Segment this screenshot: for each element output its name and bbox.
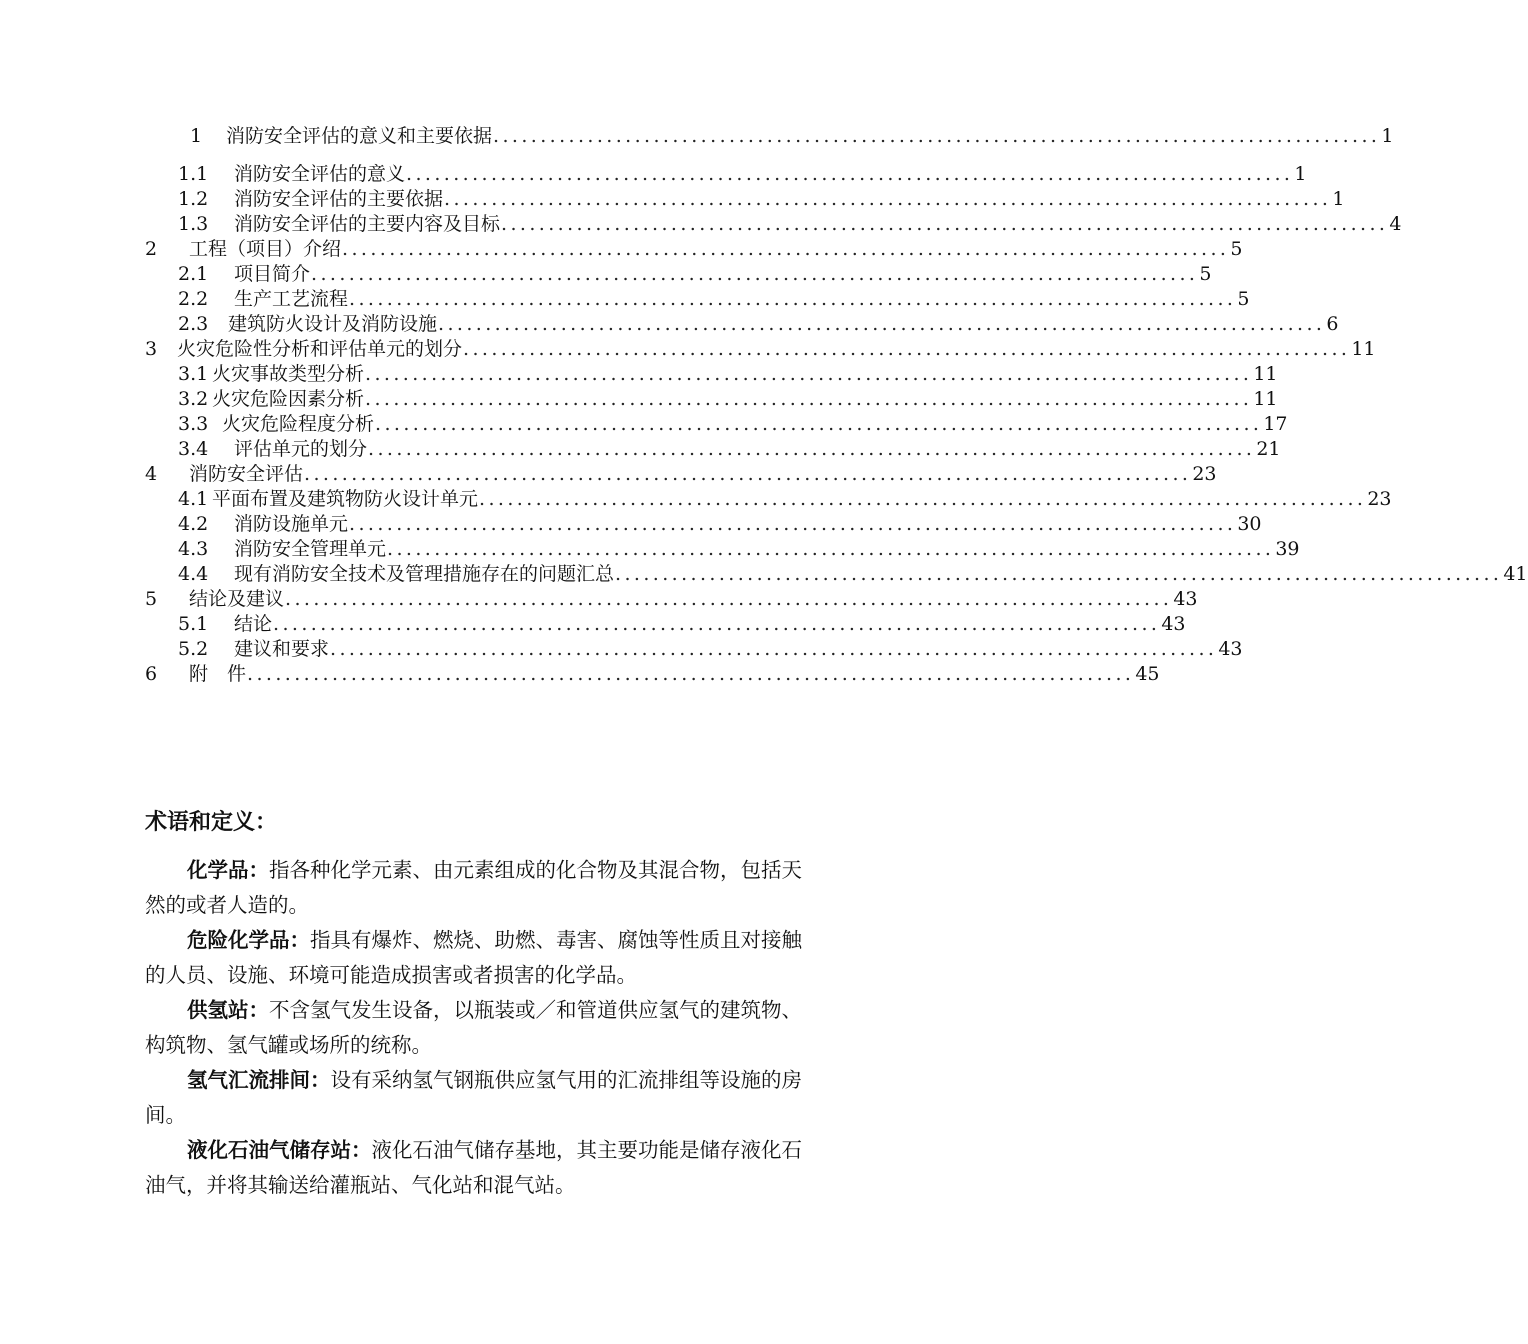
toc-entry-title: 平面布置及建筑物防火设计单元 <box>212 488 479 510</box>
toc-leader-dots: .............................................................................................. <box>304 463 1192 485</box>
toc-entry[interactable] <box>178 412 1288 436</box>
toc-leader-dots: .............................................................................................. <box>349 288 1237 310</box>
toc-entry-title: 建筑防火设计及消防设施 <box>228 313 438 335</box>
toc-entry-number: 1.3 <box>178 213 209 235</box>
toc-entry-page: 1 <box>1332 188 1345 210</box>
toc-entry-title: 建议和要求 <box>234 638 330 660</box>
toc-entry-title: 结论及建议 <box>189 588 285 610</box>
toc-entry-number: 5.1 <box>178 613 209 635</box>
toc-entry[interactable] <box>178 287 1250 311</box>
toc-leader-dots: .............................................................................................. <box>501 213 1389 235</box>
term-text: 设有采纳氢气钢瓶供应氢气用的汇流排组等设施的房间。 <box>145 1068 802 1127</box>
term-text: 指各种化学元素、由元素组成的化合物及其混合物，包括天然的或者人造的。 <box>145 858 802 917</box>
toc-leader-dots: .............................................................................................. <box>285 588 1173 610</box>
toc-entry-number: 1.2 <box>178 188 209 210</box>
toc-entry-number: 4 <box>145 463 158 485</box>
toc-leader-dots: .............................................................................................. <box>375 413 1263 435</box>
toc-entry-page: 41 <box>1503 563 1528 585</box>
toc-entry-page: 21 <box>1256 438 1281 460</box>
toc-leader-dots: .............................................................................................. <box>444 188 1332 210</box>
toc-entry-number: 5.2 <box>178 638 209 660</box>
toc-leader-dots: .............................................................................................. <box>615 563 1503 585</box>
toc-entry-title: 消防安全评估的主要内容及目标 <box>234 213 501 235</box>
toc-leader-dots: .............................................................................................. <box>342 238 1230 260</box>
toc-entry-number: 2.2 <box>178 288 209 310</box>
toc-entry[interactable] <box>178 312 1339 336</box>
toc-entry-number: 3.3 <box>178 413 209 435</box>
term-text: 指具有爆炸、燃烧、助燃、毒害、腐蚀等性质且对接触的人员、设施、环境可能造成损害或者损害的化学品。 <box>145 928 802 987</box>
toc-entry-title: 消防安全管理单元 <box>234 538 387 560</box>
toc-entry-page: 4 <box>1389 213 1402 235</box>
toc-entry-page: 11 <box>1253 363 1278 385</box>
toc-entry-page: 11 <box>1253 388 1278 410</box>
toc-entry-page: 43 <box>1161 613 1186 635</box>
toc-entry-page: 45 <box>1135 663 1160 685</box>
toc-leader-dots: .............................................................................................. <box>247 663 1135 685</box>
toc-entry-number: 2.1 <box>178 263 209 285</box>
toc-leader-dots: .............................................................................................. <box>365 363 1253 385</box>
term-definition <box>145 1133 805 1203</box>
term-name: 化学品： <box>187 858 269 882</box>
toc-entry[interactable] <box>145 337 1376 361</box>
toc-entry-number: 4.4 <box>178 563 209 585</box>
toc-entry-number: 6 <box>145 663 158 685</box>
terms-heading: 术语和定义： <box>145 810 278 835</box>
toc-entry-page: 6 <box>1326 313 1339 335</box>
term-definition <box>145 923 805 993</box>
toc-leader-dots: .............................................................................................. <box>438 313 1326 335</box>
toc-entry[interactable] <box>178 637 1243 661</box>
toc-entry-page: 43 <box>1218 638 1243 660</box>
toc-entry-title: 消防安全评估的意义 <box>234 163 406 185</box>
toc-entry-page: 23 <box>1192 463 1217 485</box>
toc-entry-page: 43 <box>1173 588 1198 610</box>
toc-entry-number: 1 <box>190 125 203 147</box>
toc-entry[interactable] <box>178 612 1186 636</box>
toc-leader-dots: .............................................................................................. <box>311 263 1199 285</box>
toc-entry[interactable] <box>178 562 1528 586</box>
toc-entry[interactable] <box>178 162 1307 186</box>
toc-entry-page: 11 <box>1351 338 1376 360</box>
toc-entry[interactable] <box>178 387 1278 411</box>
toc-entry-page: 1 <box>1294 163 1307 185</box>
toc-entry[interactable] <box>178 512 1262 536</box>
toc-entry-title: 附 件 <box>189 663 247 685</box>
toc-leader-dots: .............................................................................................. <box>349 513 1237 535</box>
term-name: 液化石油气储存站： <box>187 1138 372 1162</box>
toc-entry[interactable] <box>178 362 1278 386</box>
toc-entry-page: 23 <box>1367 488 1392 510</box>
toc-entry-title: 结论 <box>234 613 273 635</box>
toc-entry-title: 火灾危险性分析和评估单元的划分 <box>177 338 463 360</box>
toc-leader-dots: .............................................................................................. <box>479 488 1367 510</box>
toc-entry-title: 消防安全评估的主要依据 <box>234 188 444 210</box>
toc-entry-title: 评估单元的划分 <box>234 438 368 460</box>
toc-entry[interactable] <box>145 662 1160 686</box>
toc-entry[interactable] <box>178 262 1212 286</box>
toc-entry-title: 项目简介 <box>234 263 311 285</box>
toc-entry-title: 生产工艺流程 <box>234 288 349 310</box>
toc-entry-title: 火灾事故类型分析 <box>212 363 365 385</box>
toc-entry-page: 17 <box>1263 413 1288 435</box>
term-name: 危险化学品： <box>187 928 310 952</box>
toc-entry[interactable] <box>145 237 1243 261</box>
toc-entry[interactable] <box>178 537 1300 561</box>
toc-entry-title: 火灾危险程度分析 <box>222 413 375 435</box>
toc-entry[interactable] <box>178 212 1402 236</box>
toc-leader-dots: .............................................................................................. <box>463 338 1351 360</box>
toc-leader-dots: .............................................................................................. <box>406 163 1294 185</box>
term-name: 供氢站： <box>187 998 269 1022</box>
toc-leader-dots: .............................................................................................. <box>387 538 1275 560</box>
toc-entry-page: 1 <box>1381 125 1394 147</box>
toc-entry-number: 3 <box>145 338 158 360</box>
term-text: 不含氢气发生设备，以瓶装或／和管道供应氢气的建筑物、构筑物、氢气罐或场所的统称。 <box>145 998 802 1057</box>
toc-entry-title: 消防设施单元 <box>234 513 349 535</box>
toc-entry-title: 工程（项目）介绍 <box>189 238 342 260</box>
toc-entry-page: 5 <box>1199 263 1212 285</box>
toc-entry-number: 1.1 <box>178 163 209 185</box>
toc-entry-number: 3.4 <box>178 438 209 460</box>
toc-leader-dots: .............................................................................................. <box>365 388 1253 410</box>
toc-entry-title: 现有消防安全技术及管理措施存在的问题汇总 <box>234 563 615 585</box>
toc-entry-number: 5 <box>145 588 158 610</box>
toc-entry-number: 2 <box>145 238 158 260</box>
toc-leader-dots: .............................................................................................. <box>493 125 1381 147</box>
toc-entry[interactable] <box>178 487 1392 511</box>
toc-entry-number: 2.3 <box>178 313 209 335</box>
toc-leader-dots: .............................................................................................. <box>330 638 1218 660</box>
toc-entry[interactable] <box>190 124 1394 148</box>
term-name: 氢气汇流排间： <box>187 1068 331 1092</box>
toc-entry[interactable] <box>178 437 1281 461</box>
toc-leader-dots: .............................................................................................. <box>273 613 1161 635</box>
term-definition <box>145 993 805 1063</box>
toc-entry-number: 4.2 <box>178 513 209 535</box>
toc-entry[interactable] <box>178 187 1345 211</box>
toc-entry-title: 消防安全评估的意义和主要依据 <box>226 125 493 147</box>
toc-leader-dots: .............................................................................................. <box>368 438 1256 460</box>
toc-entry-number: 4.1 <box>178 488 209 510</box>
toc-entry-title: 消防安全评估 <box>189 463 304 485</box>
toc-entry-number: 3.2 <box>178 388 209 410</box>
term-text: 液化石油气储存基地，其主要功能是储存液化石油气，并将其输送给灌瓶站、气化站和混气站。 <box>145 1138 802 1197</box>
toc-entry-page: 39 <box>1275 538 1300 560</box>
toc-entry[interactable] <box>145 587 1198 611</box>
toc-entry-page: 30 <box>1237 513 1262 535</box>
term-definition <box>145 1063 805 1133</box>
term-definition <box>145 853 805 923</box>
toc-entry-number: 3.1 <box>178 363 209 385</box>
toc-entry-page: 5 <box>1230 238 1243 260</box>
toc-entry-number: 4.3 <box>178 538 209 560</box>
toc-entry-page: 5 <box>1237 288 1250 310</box>
toc-entry[interactable] <box>145 462 1217 486</box>
toc-entry-title: 火灾危险因素分析 <box>212 388 365 410</box>
